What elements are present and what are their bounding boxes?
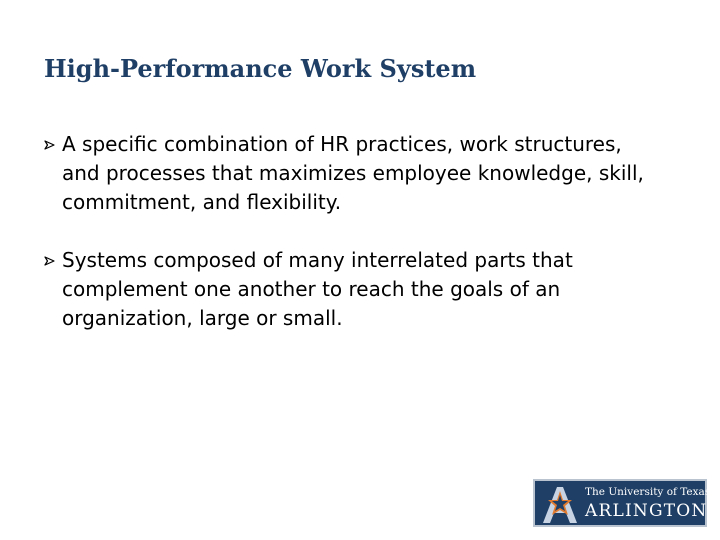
logo-line2 [585,501,714,521]
bullet-item [44,246,664,333]
logo-wordmark: ARLINGTON [585,501,708,521]
university-logo [533,479,714,527]
trademark-mark: ™ [707,504,714,512]
arrowhead-bullet-icon [44,140,56,150]
slide-title: High-Performance Work System [44,54,477,83]
bullet-text: A specific combination of HR practices, work structures, and processes that maximizes employee knowledge, skill, commitment, and flexibility. [62,132,644,214]
bullet-item [44,130,664,217]
bullet-text: Systems composed of many interrelated parts that complement one another to reach the goals of an organization, large or small. [62,248,573,330]
arrowhead-bullet-icon [44,256,56,266]
logo-line1: The University of Texas [585,486,711,498]
star-a-emblem-icon [537,483,583,525]
bullet-list [44,130,664,362]
